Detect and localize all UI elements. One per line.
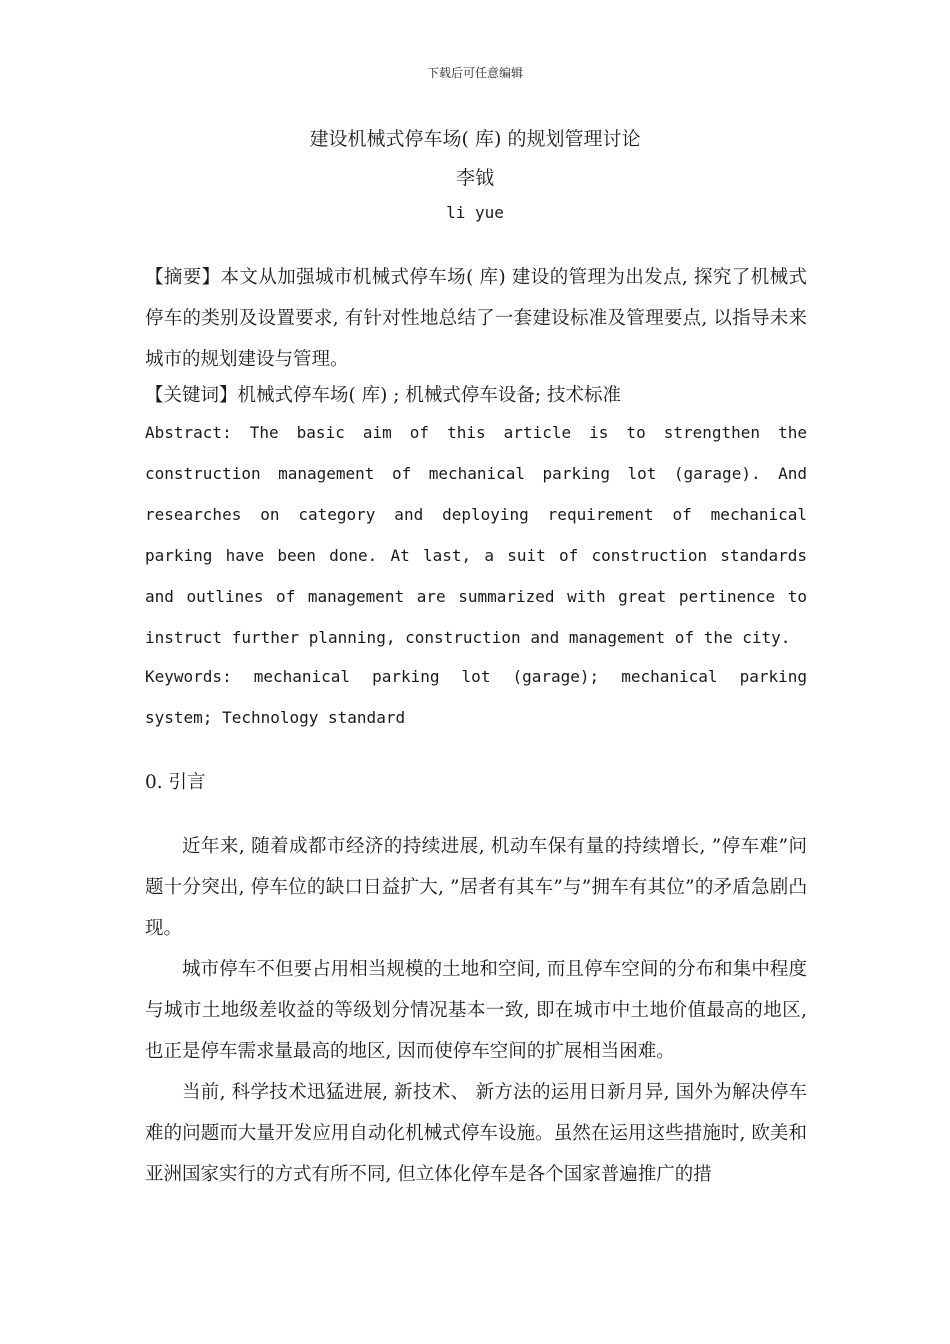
header-note: 下载后可任意编辑 — [426, 66, 523, 80]
author-name-english: li yue — [446, 203, 504, 222]
abstract-en — [145, 412, 807, 658]
abstract-text: 本文从加强城市机械式停车场( 库) 建设的管理为出发点, 探究了机械式停车的类别及设置要求, 有针对性地总结了一套建设标准及管理要点, 以指导未来城市的规划建设与管理。 — [145, 267, 807, 370]
intro-section — [145, 826, 807, 1195]
keywords-en-text: Keywords: mechanical parking lot (garage); mechanical parking system; Technology standard — [145, 667, 807, 727]
abstract-label: 【摘要】 — [145, 267, 221, 288]
paragraph: 当前, 科学技术迅猛进展, 新技术、 新方法的运用日新月异, 国外为解决停车难的问题而大量开发应用自动化机械式停车设施。虽然在运用这些措施时, 欧美和亚洲国家实行的方式有所不同, 但立体化停车是各个国家普遍推广的措 — [145, 1082, 807, 1185]
keywords-text: 机械式停车场( 库) ; 机械式停车设备; 技术标准 — [237, 385, 621, 406]
author-name: 李钺 — [455, 167, 494, 189]
keywords-en — [145, 656, 807, 738]
abstract-en-text: Abstract: The basic aim of this article is to strengthen the construction management of mechanical parking lot (garage). And researches on category and deploying requirement of mechanical parking have been done. At last, a suit of construction standards and outlines of management are summarized with great pertinence to instruct further planning, construction and management of the city. — [145, 423, 807, 647]
paragraph: 近年来, 随着成都市经济的持续进展, 机动车保有量的持续增长, ”停车难”问题十分突出, 停车位的缺口日益扩大, ”居者有其车”与”拥车有其位”的矛盾急剧凸现。 — [145, 836, 807, 939]
keywords-zh — [145, 375, 807, 416]
paper-title: 建设机械式停车场( 库) 的规划管理讨论 — [309, 128, 641, 150]
keywords-label: 【关键词】 — [145, 385, 238, 406]
paragraph: 城市停车不但要占用相当规模的土地和空间, 而且停车空间的分布和集中程度与城市土地级差收益的等级划分情况基本一致, 即在城市中土地价值最高的地区, 也正是停车需求量最高的地区, 因而使停车空间的扩展相当困难。 — [145, 959, 807, 1062]
section-heading: 0. 引言 — [145, 772, 206, 793]
abstract-zh — [145, 257, 807, 380]
